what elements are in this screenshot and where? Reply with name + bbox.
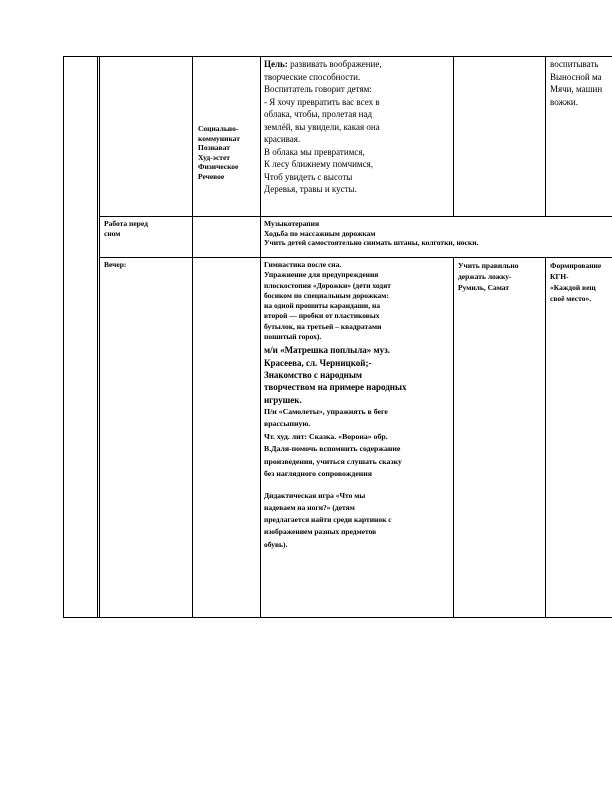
row-label: сном [104,228,121,238]
text-line: м/и «Матрешка поплыла» муз. [264,345,390,356]
text-line: пошитый горох). [264,332,322,342]
area-line: Социально- [198,124,239,133]
col-line-2b [99,56,100,618]
evening-label-cell [104,260,190,270]
educational-areas-cell [198,124,258,182]
text-line: своё место». [550,294,592,303]
text-line: К лесу ближнему помчимся, [264,159,373,169]
table-bottom-border [63,617,612,618]
text-line: изображением разных предметов [264,527,377,537]
col-line-3 [192,56,193,618]
area-line: Худ-эстет [198,152,230,162]
text-line: предлагается найти среди картинок с [264,515,392,525]
text-line: красивая. [264,134,301,144]
table-top-border [63,56,612,57]
row-label: Работа перед [104,219,148,228]
text-line: врассыпную. [264,419,311,429]
text-line: Чт. худ. лит: Сказка. «Ворона» обр. [264,431,388,441]
row-divider-evening [99,257,612,258]
text-line: Деревья, травы и кусты. [264,184,357,194]
text-line: плоскостопия «Дорожки» (дети ходят [264,280,391,290]
text-line: держать ложку- [458,272,512,281]
text-line: Выносной ма [550,71,602,82]
evening-text-cell [264,260,452,551]
text-line: облака, чтобы, пролетая над [264,109,373,119]
text-line: Учить детей самостоятельно снимать штаны, колготки, носки. [264,238,479,248]
evening-right-cell [550,260,612,304]
text-line: Упражнение для предупреждения [264,270,379,280]
col-line-6-top [545,56,546,216]
col-line-6-bottom [545,257,546,618]
text-line: П/и «Самолеты», упражнять в беге [264,406,388,416]
goal-text-cell [264,58,452,196]
text-line: воспитывать [550,59,599,69]
text-line: В.Даля-помочь вспомнить содержание [264,444,401,454]
area-line: Речевое [198,171,225,181]
goal-label: Цель: [264,59,288,69]
nap-text-cell [264,219,612,248]
text-line: Воспитатель говорит детям: [264,84,372,94]
text-line: «Каждой вещ [550,283,596,292]
col-line-5-bottom [453,257,454,618]
text-line: Дидактическая игра «Что мы [264,490,366,500]
col-line-2 [97,56,98,618]
text-line: В облака мы превратимся, [264,146,365,157]
individual-work-cell [458,260,544,293]
text-line: Формирование [550,261,602,270]
text-line: Музыкотерапия [264,219,320,228]
area-line: Физическое [198,162,239,172]
text-line: бутылок, на третьей – квадратами [264,321,382,331]
text-line: Учить правильно [458,261,519,270]
text-line: Мячи, машин [550,84,603,94]
text-line: обувь). [264,539,288,549]
nap-label-cell [104,219,190,238]
text-line: надеваем на ноги?» (детям [264,503,355,513]
text-line: без наглядного сопровождения [264,469,373,479]
text-line: произведения, учиться слушать сказку [264,456,402,466]
text-line: Красеева, сл. Черницкой;- [264,357,372,368]
goal-text: развивать воображение, [290,59,382,69]
text-line: босиком по специальным дорожкам: [264,290,389,300]
text-line: второй — пробки от пластиковых [264,311,380,321]
text-line: КГН- [550,272,569,281]
text-line: Гимнастика после сна. [264,260,342,269]
area-line: коммуникат [198,133,240,143]
row-divider-nap [99,216,612,217]
text-line: Румиль, Самат [458,283,510,292]
text-line: Знакомство с народным [264,369,362,380]
area-line: Познават [198,143,230,153]
col-line-1 [63,56,64,618]
text-line: творчеством на примере народных [264,382,407,393]
row-label: Вечер: [104,260,127,269]
col-line-5-top [453,56,454,216]
top-right-cell [550,58,612,108]
text-line: на одной прошиты карандаши, на [264,301,381,311]
col-line-4 [260,56,261,618]
text-line: Ходьба по массажным дорожкам [264,228,376,238]
text-line: - Я хочу превратить вас всех в [264,96,380,107]
text-line: вожжи. [550,96,578,107]
text-line: творческие способности. [264,71,361,82]
text-line: игрушек. [264,394,302,405]
text-line: Чтоб увидеть с высоты [264,171,353,182]
text-line: землёй, вы увидели, какая она [264,121,380,132]
